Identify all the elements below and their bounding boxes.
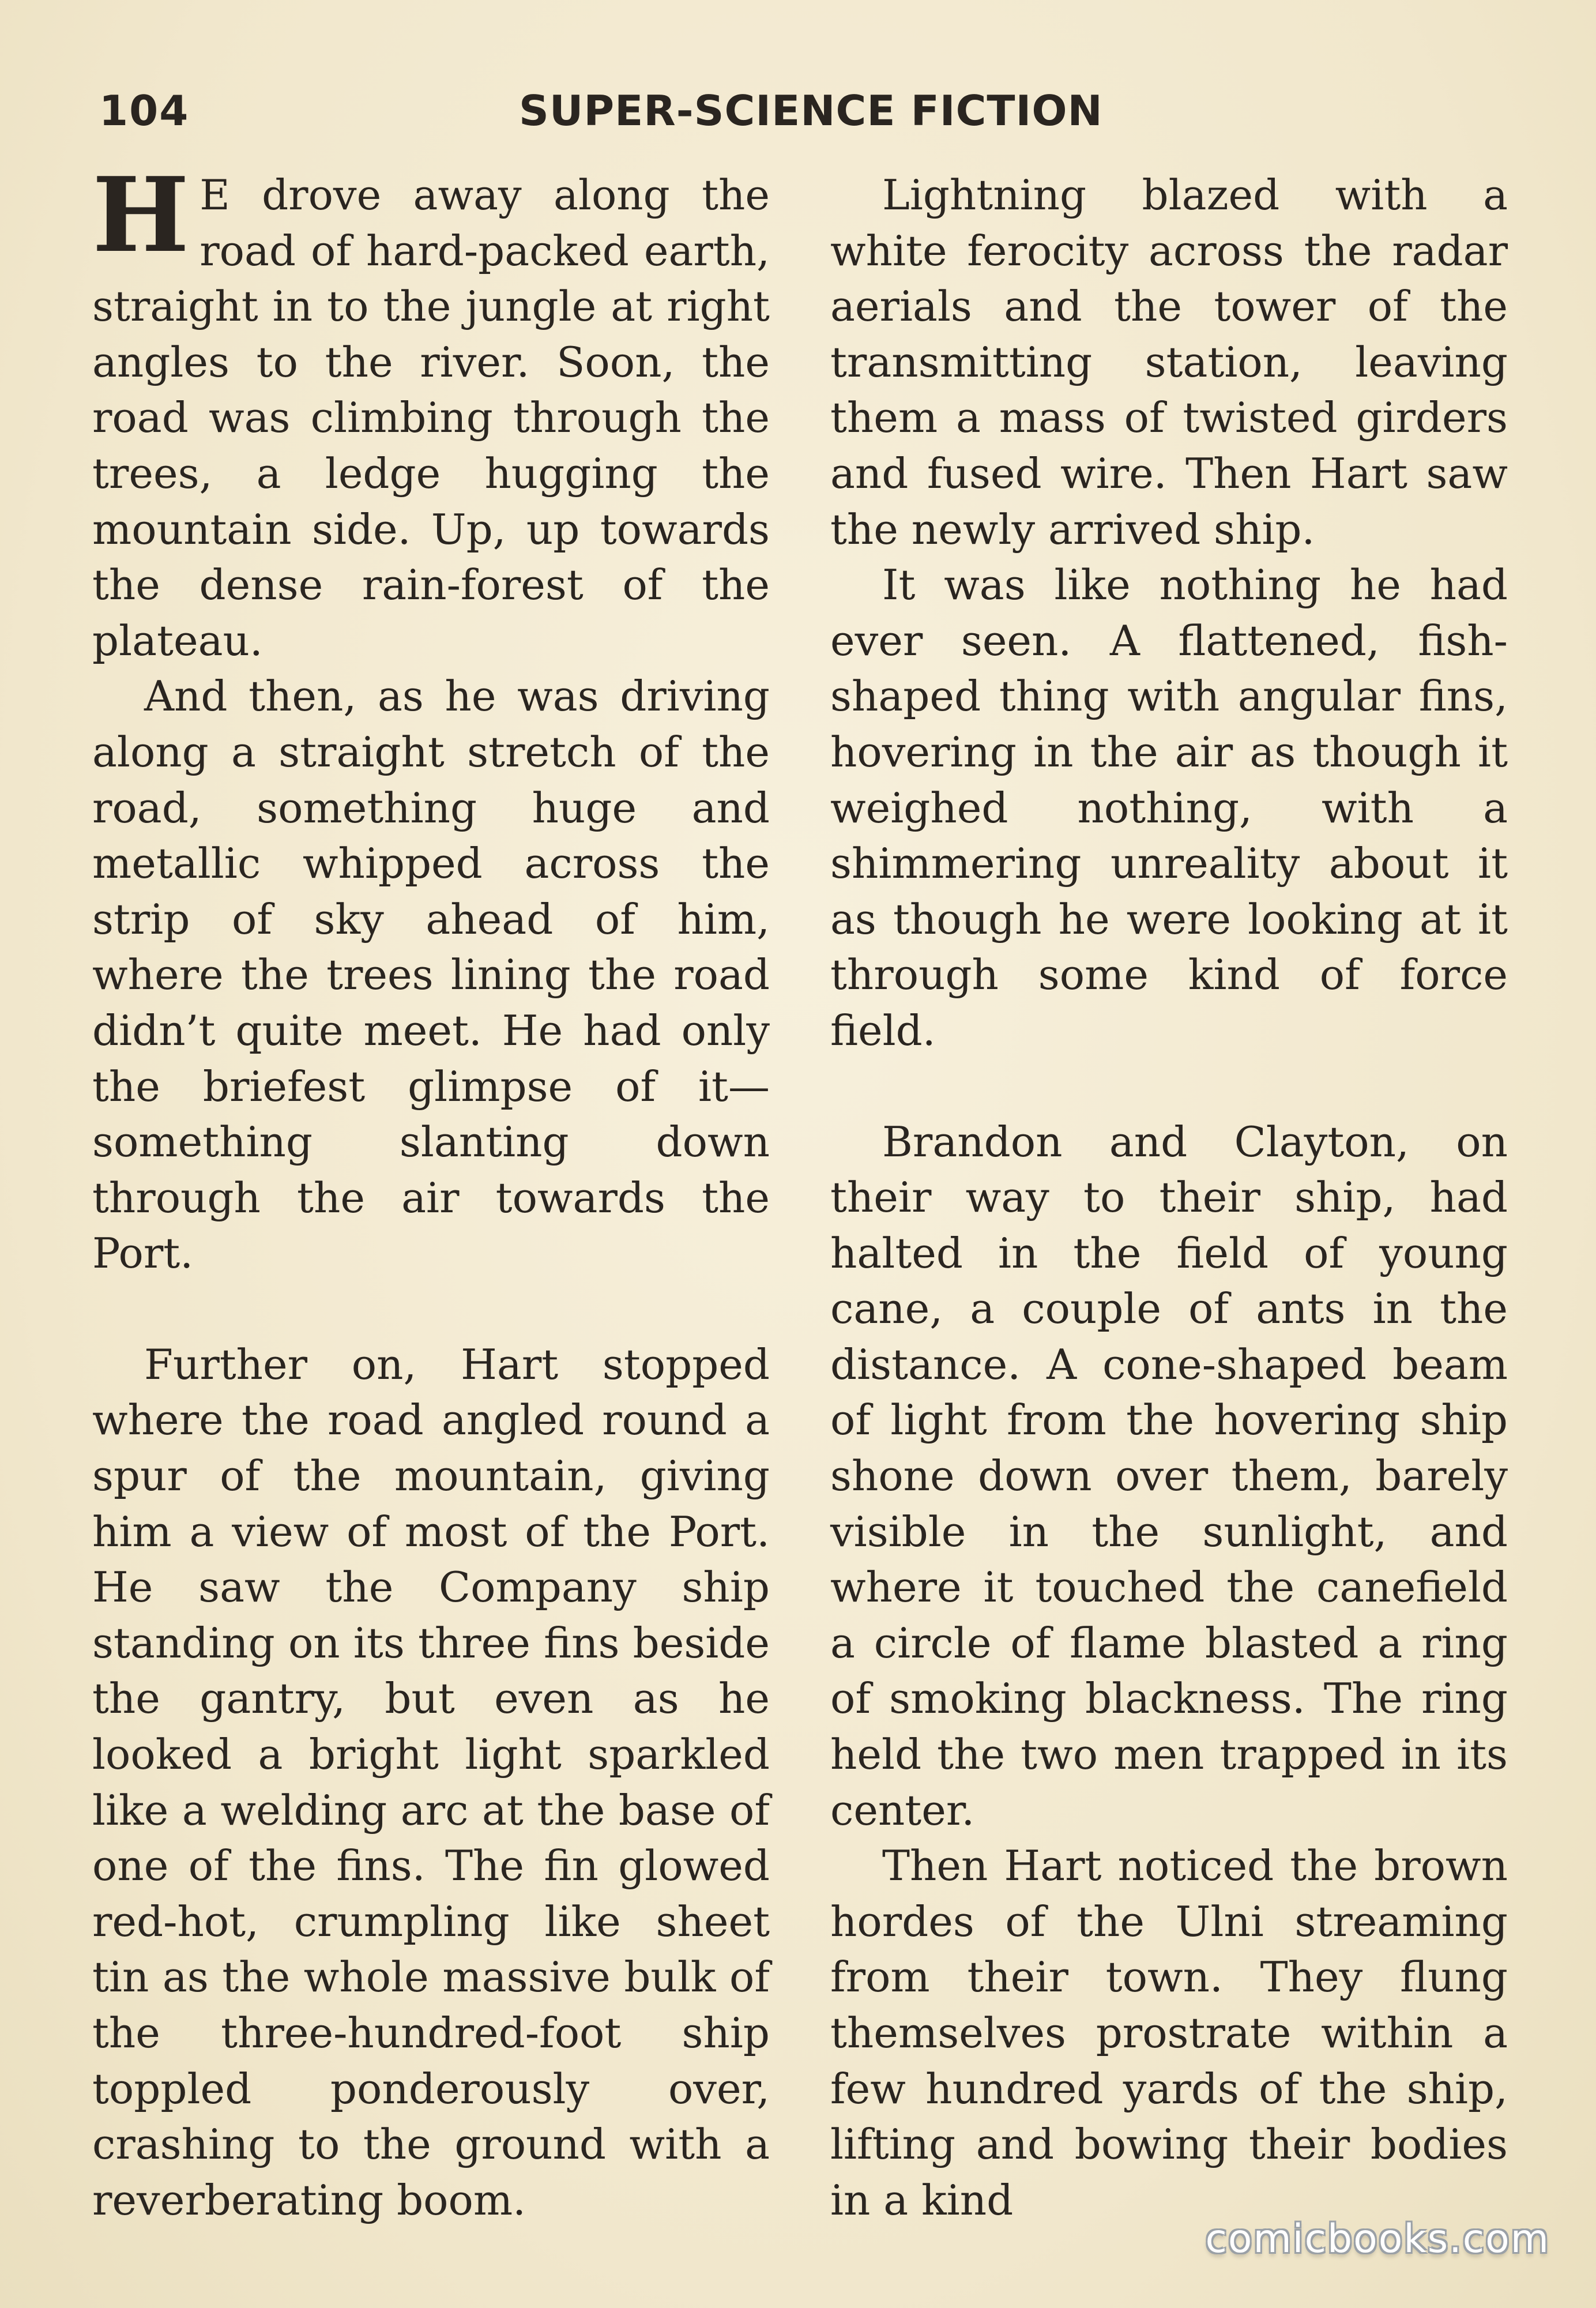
drop-cap-continuation: E [200, 171, 230, 219]
paragraph-3: Further on, Hart stopped where the road angled round a spur of the mountain, giving him a view of most of the Port. He saw the Company ship standing on its three fins beside the gantry, but even as he looked a bright light sparkled like a welding arc at the base of one of the fins. The fin glowed red-hot, crumpling like sheet tin as the whole massive bulk of the three-hundred-foot ship toppled ponderously over, crashing to the ground with a reverberating boom. [92, 1340, 770, 2224]
watermark: comicbooks.com [1205, 2216, 1550, 2262]
section-break [92, 1281, 770, 1337]
right-column [830, 167, 1508, 2228]
section-break [830, 1059, 1508, 1114]
paragraph-6: Brandon and Clayton, on their way to their ship, had halted in the field of young cane, a couple of ants in the distance. A cone-shaped beam of light from the hovering ship shone down over them, barely visible in the sunlight, and where it touched the canefield a circle of flame blasted a ring of smoking blackness. The ring held the two men trapped in its center. [830, 1117, 1508, 1835]
page-header [0, 81, 1596, 150]
page-number: 104 [99, 87, 190, 135]
paragraph-7: Then Hart noticed the brown hordes of the Ulni streaming from their town. They flung themselves prostrate within a few hundred yards of the ship, lifting and bowing their bodies in a kind [830, 1841, 1508, 2224]
paragraph-5: It was like nothing he had ever seen. A flattened, fish-shaped thing with angular fins, hovering in the air as though it weighed nothing, with a shimmering unreality about it as though he were looking at it through some kind of force field. [830, 561, 1508, 1055]
paragraph-2: And then, as he was driving along a straight stretch of the road, something huge and metallic whipped across the strip of sky ahead of him, where the trees lining the road didn’t quite meet. He had only the briefest glimpse of it—something slanting down through the air towards the Port. [92, 672, 770, 1278]
running-head: SUPER-SCIENCE FICTION [519, 87, 1103, 135]
paragraph-1 [92, 155, 770, 668]
paragraph-4: Lightning blazed with a white ferocity across the radar aerials and the tower of the transmitting station, leaving them a mass of twisted girders and fused wire. Then Hart saw the newly arrived ship. [830, 171, 1508, 554]
paragraph-1-text: drove away along the road of hard-packed earth, straight in to the jungle at right angles to the river. Soon, the road was climbing through the trees, a ledge hugging the mountain side. Up, up towards the dense rain-forest of the plateau. [92, 171, 770, 665]
left-column [92, 155, 770, 2228]
drop-cap: H [92, 155, 190, 275]
